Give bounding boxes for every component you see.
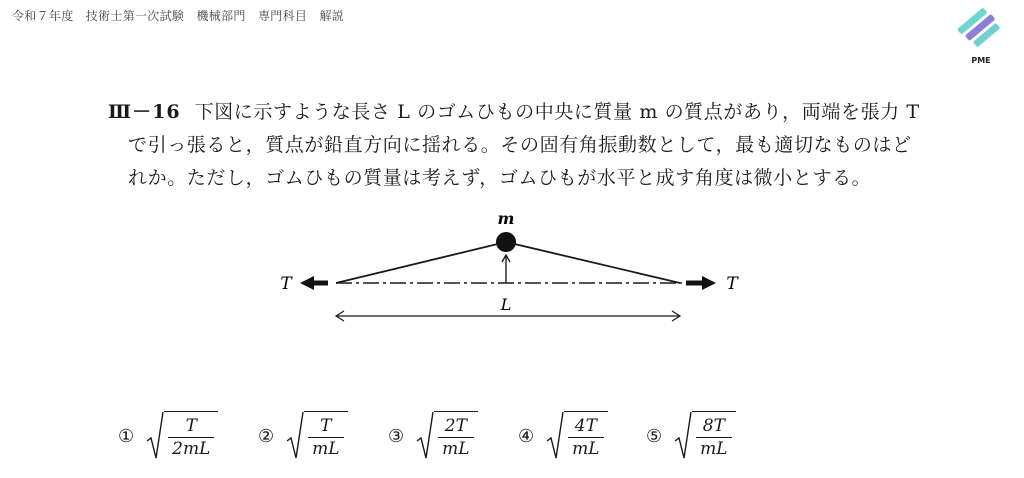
choice-4-formula: [546, 411, 607, 461]
sqrt-icon: [146, 411, 164, 461]
right-tension-label: T: [726, 274, 738, 294]
choice-4[interactable]: [518, 408, 608, 464]
choice-5-denominator: mL: [700, 439, 728, 459]
string-mass-diagram: [270, 210, 750, 330]
choice-4-denominator: mL: [572, 439, 600, 459]
choice-1[interactable]: [118, 408, 218, 464]
question-number: Ⅲ－16: [108, 101, 181, 123]
pme-logo: [955, 6, 1007, 70]
choice-5-mark: ⑤: [646, 425, 663, 447]
string-left-segment: [336, 242, 506, 283]
question-line-1: [108, 96, 928, 129]
length-label: L: [500, 295, 512, 314]
choice-1-formula: [146, 411, 218, 461]
question-text: [108, 96, 928, 195]
answer-choices: [118, 408, 818, 464]
choice-5[interactable]: [646, 408, 736, 464]
choice-5-formula: [674, 411, 735, 461]
logo-text: PME: [971, 56, 991, 65]
choice-5-numerator: 8T: [702, 416, 725, 436]
sqrt-icon: [546, 411, 564, 461]
choice-2-formula: [286, 411, 347, 461]
choice-1-denominator: 2mL: [172, 439, 211, 459]
choice-3[interactable]: [388, 408, 478, 464]
pme-logo-icon: [955, 6, 1007, 54]
right-tension-arrowhead: [702, 276, 716, 290]
mass-point: [496, 232, 516, 252]
choice-2-mark: ②: [258, 425, 275, 447]
left-tension-arrowhead: [300, 276, 314, 290]
choice-2-numerator: T: [320, 416, 332, 436]
choice-3-mark: ③: [388, 425, 405, 447]
left-tension-label: T: [280, 274, 292, 294]
question-line-1-text: 下図に示すような長さ L のゴムひもの中央に質量 m の質点があり，両端を張力 T: [194, 101, 920, 123]
choice-4-mark: ④: [518, 425, 535, 447]
question-line-2: で引っ張ると，質点が鉛直方向に揺れる。その固有角振動数として，最も適切なものはど: [128, 134, 912, 156]
choice-2-denominator: mL: [312, 439, 340, 459]
choice-3-denominator: mL: [442, 439, 470, 459]
choice-3-numerator: 2T: [444, 416, 467, 436]
choice-4-numerator: 4T: [574, 416, 597, 436]
mass-label: m: [497, 210, 515, 228]
choice-3-formula: [416, 411, 477, 461]
page-header-title: 令和７年度 技術士第一次試験 機械部門 専門科目 解説: [12, 9, 345, 23]
choice-1-numerator: T: [185, 416, 197, 436]
string-right-segment: [506, 242, 680, 283]
choice-2[interactable]: [258, 408, 348, 464]
sqrt-icon: [674, 411, 692, 461]
choice-1-mark: ①: [118, 425, 135, 447]
sqrt-icon: [416, 411, 434, 461]
question-line-3: れか。ただし，ゴムひもの質量は考えず，ゴムひもが水平と成す角度は微小とする。: [128, 167, 872, 189]
sqrt-icon: [286, 411, 304, 461]
